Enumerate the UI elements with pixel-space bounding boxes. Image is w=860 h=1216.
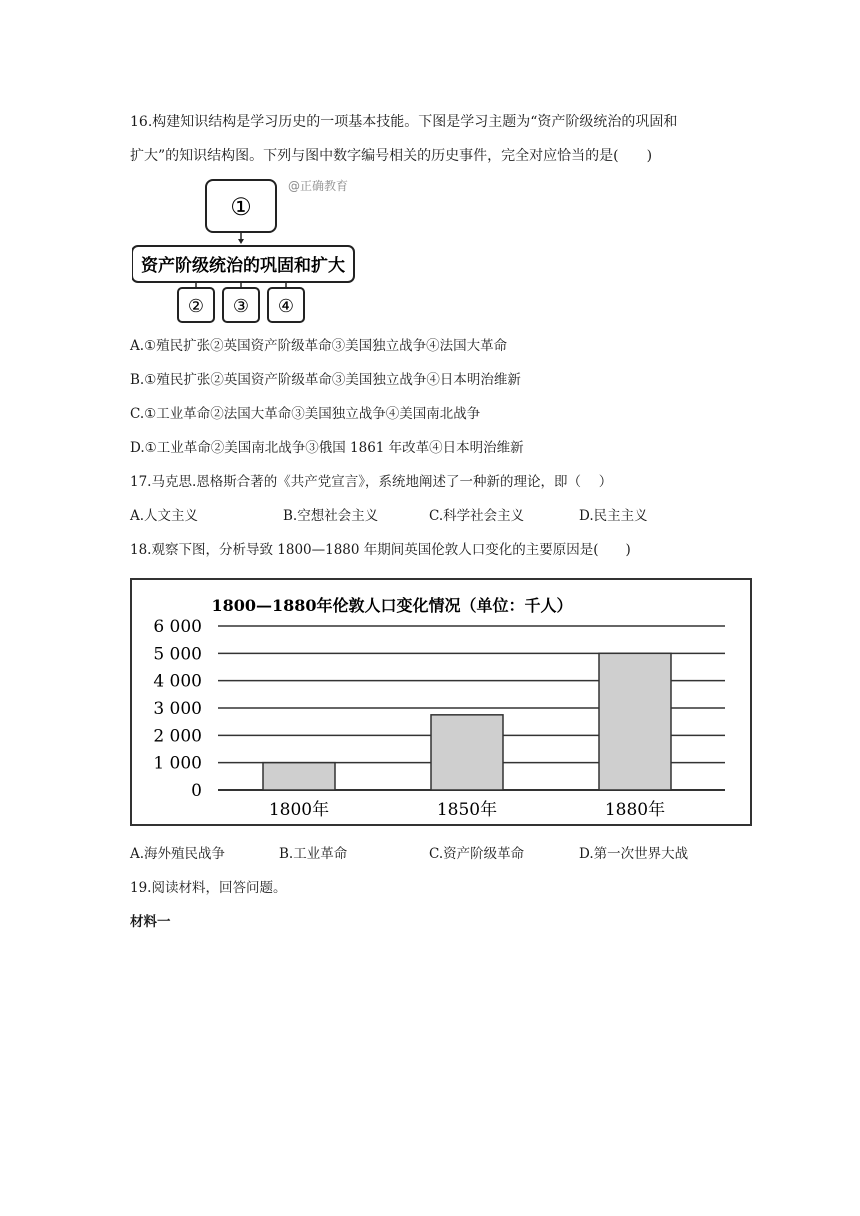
- y-tick-label: 3 000: [153, 699, 202, 719]
- q19-stem: 19.阅读材料，回答问题。: [130, 880, 287, 896]
- q18-option-a: A.海外殖民战争: [130, 846, 226, 862]
- q16-option-b: B.①殖民扩张②英国资产阶级革命③美国独立战争④日本明治维新: [130, 372, 521, 388]
- q17-stem: 17.马克思.恩格斯合著的《共产党宣言》，系统地阐述了一种新的理论，即（ ）: [130, 474, 613, 490]
- q16-stem-line2: 扩大”的知识结构图。下列与图中数字编号相关的历史事件，完全对应恰当的是( ): [130, 148, 653, 164]
- q16-option-d: D.①工业革命②美国南北战争③俄国 1861 年改革④日本明治维新: [130, 440, 524, 456]
- watermark-text: @正确教育: [288, 179, 349, 193]
- q18-option-b: B.工业革命: [279, 846, 348, 862]
- q16-option-c: C.①工业革命②法国大革命③美国独立战争④美国南北战争: [130, 406, 481, 422]
- x-category-label: 1880年: [604, 800, 666, 820]
- y-tick-label: 1 000: [153, 753, 202, 774]
- bar-1880年: [599, 653, 671, 790]
- material-1-label: 材料一: [130, 914, 171, 930]
- diagram-top-label: ①: [230, 193, 252, 221]
- q17-option-c: C.科学社会主义: [429, 508, 525, 524]
- london-population-chart: [130, 578, 752, 826]
- y-tick-label: 6 000: [153, 617, 202, 637]
- bar-1800年: [263, 763, 335, 790]
- diagram-box-3-label: ③: [232, 296, 250, 317]
- q16-option-a: A.①殖民扩张②英国资产阶级革命③美国独立战争④法国大革命: [130, 338, 508, 354]
- y-tick-label: 2 000: [153, 726, 202, 747]
- diagram-box-2-label: ②: [187, 296, 205, 317]
- q18-option-c: C.资产阶级革命: [429, 846, 525, 862]
- x-category-label: 1800年: [268, 800, 330, 820]
- chart-title: 1800—1880年伦敦人口变化情况（单位：千人）: [211, 596, 573, 615]
- diagram-center-label: 资产阶级统治的巩固和扩大: [141, 256, 345, 276]
- q16-stem-line1: 16.构建知识结构是学习历史的一项基本技能。下图是学习主题为“资产阶级统治的巩固和: [130, 114, 678, 130]
- q17-option-b: B.空想社会主义: [283, 508, 379, 524]
- bar-1850年: [431, 715, 503, 790]
- q17-option-d: D.民主主义: [579, 508, 648, 524]
- knowledge-structure-diagram: [132, 176, 368, 326]
- q18-stem: 18.观察下图，分析导致 1800—1880 年期间英国伦敦人口变化的主要原因是( ): [130, 542, 631, 558]
- x-category-label: 1850年: [436, 800, 498, 820]
- y-tick-label: 4 000: [153, 671, 202, 692]
- q18-option-d: D.第一次世界大战: [579, 846, 689, 862]
- y-tick-label: 5 000: [153, 644, 202, 665]
- y-tick-label: 0: [191, 781, 202, 801]
- q17-option-a: A.人文主义: [130, 508, 199, 524]
- diagram-box-4-label: ④: [277, 296, 295, 317]
